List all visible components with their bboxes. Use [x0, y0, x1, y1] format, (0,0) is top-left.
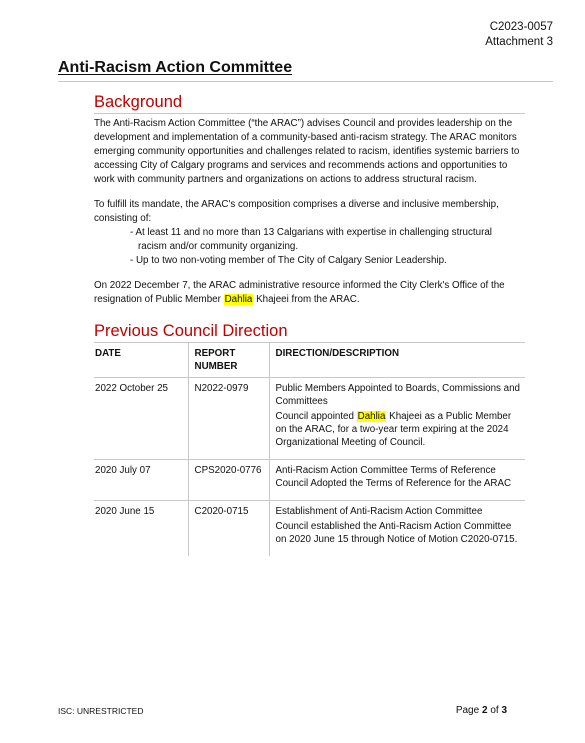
- resignation-text-start: On 2022 December 7, the ARAC administrative resource informed the City Clerk's Office of the resignation of Public Member: [94, 280, 505, 305]
- row-report-number: CPS2020-0776: [188, 460, 269, 501]
- attachment-label: Attachment 3: [485, 36, 553, 48]
- membership-bullet-1: [94, 226, 525, 254]
- column-header-report-number: REPORT NUMBER: [188, 343, 269, 378]
- background-paragraph-2: To fulfill its mandate, the ARAC's composition comprises a diverse and inclusive membership, consisting of:: [94, 199, 499, 224]
- row-description-title: Establishment of Anti-Racism Action Committee: [275, 506, 483, 517]
- background-heading: Background: [94, 93, 183, 111]
- document-body: [94, 92, 525, 556]
- membership-bullet-2: - Up to two non-voting member of The City of Calgary Senior Leadership.: [130, 255, 447, 266]
- resignation-text-end: Khajeei from the ARAC.: [253, 294, 360, 305]
- membership-bullet-1-line-1: - At least 11 and no more than 13 Calgarians with expertise in challenging structural: [130, 227, 492, 238]
- row-report-number: C2020-0715: [188, 501, 269, 557]
- total-pages: 3: [501, 705, 507, 716]
- background-paragraph-1: The Anti-Racism Action Committee (“the ARAC”) advises Council and provides leadership on the development and implementation of a community-based anti-racism strategy. The ARAC monitors emerging community opportunities and challenges related to racism, identifies systemic barriers to accessing City of Calgary programs and services and recommends actions and opportunities to work with community partners and organizations on actions to address structural racism.: [94, 118, 520, 185]
- security-classification: ISC: UNRESTRICTED: [58, 706, 144, 716]
- background-divider: [94, 113, 525, 114]
- page-number: [456, 705, 507, 716]
- page-title: Anti-Racism Action Committee: [58, 59, 293, 76]
- row-description: [269, 460, 525, 501]
- highlighted-name: Dahlia: [224, 294, 253, 305]
- document-header: [485, 20, 553, 50]
- current-page: 2: [481, 705, 488, 716]
- membership-bullet-1-line-2: racism and/or community organizing.: [138, 241, 299, 252]
- row-report-number: N2022-0979: [188, 378, 269, 460]
- row-description: [269, 378, 525, 460]
- row-description-detail: Council Adopted the Terms of Reference for the ARAC: [275, 478, 512, 489]
- direction-heading: Previous Council Direction: [94, 322, 288, 340]
- page-of-label: of: [490, 705, 499, 716]
- column-header-date: DATE: [94, 343, 188, 378]
- row-description-detail: [276, 410, 524, 449]
- detail-text-start: Council appointed: [275, 411, 357, 422]
- highlighted-name: Dahlia: [357, 411, 386, 422]
- background-paragraph-3: [94, 279, 525, 307]
- column-header-description: DIRECTION/DESCRIPTION: [269, 343, 525, 378]
- table-row: [94, 460, 525, 501]
- table-row: [94, 378, 525, 460]
- row-description: [269, 501, 525, 557]
- row-description-detail: Council established the Anti-Racism Action Committee on 2020 June 15 through Notice of Motion C2020-0715.: [275, 521, 518, 545]
- title-divider: [58, 81, 553, 82]
- table-row: [94, 501, 525, 557]
- row-date: 2020 July 07: [94, 460, 188, 501]
- row-date: 2022 October 25: [94, 378, 188, 460]
- detail-text-end: Khajeei as a Public Member on the ARAC, for a two-year term expiring at the 2024 Organizational Meeting of Council.: [275, 411, 512, 448]
- table-header-row: [94, 343, 525, 378]
- council-direction-table: [94, 342, 525, 556]
- document-number: C2023-0057: [489, 21, 553, 33]
- row-description-title: Anti-Racism Action Committee Terms of Reference: [275, 465, 496, 476]
- row-date: 2020 June 15: [95, 506, 155, 517]
- page-label: Page: [455, 705, 480, 716]
- row-description-title: Public Members Appointed to Boards, Commissions and Committees: [275, 383, 520, 407]
